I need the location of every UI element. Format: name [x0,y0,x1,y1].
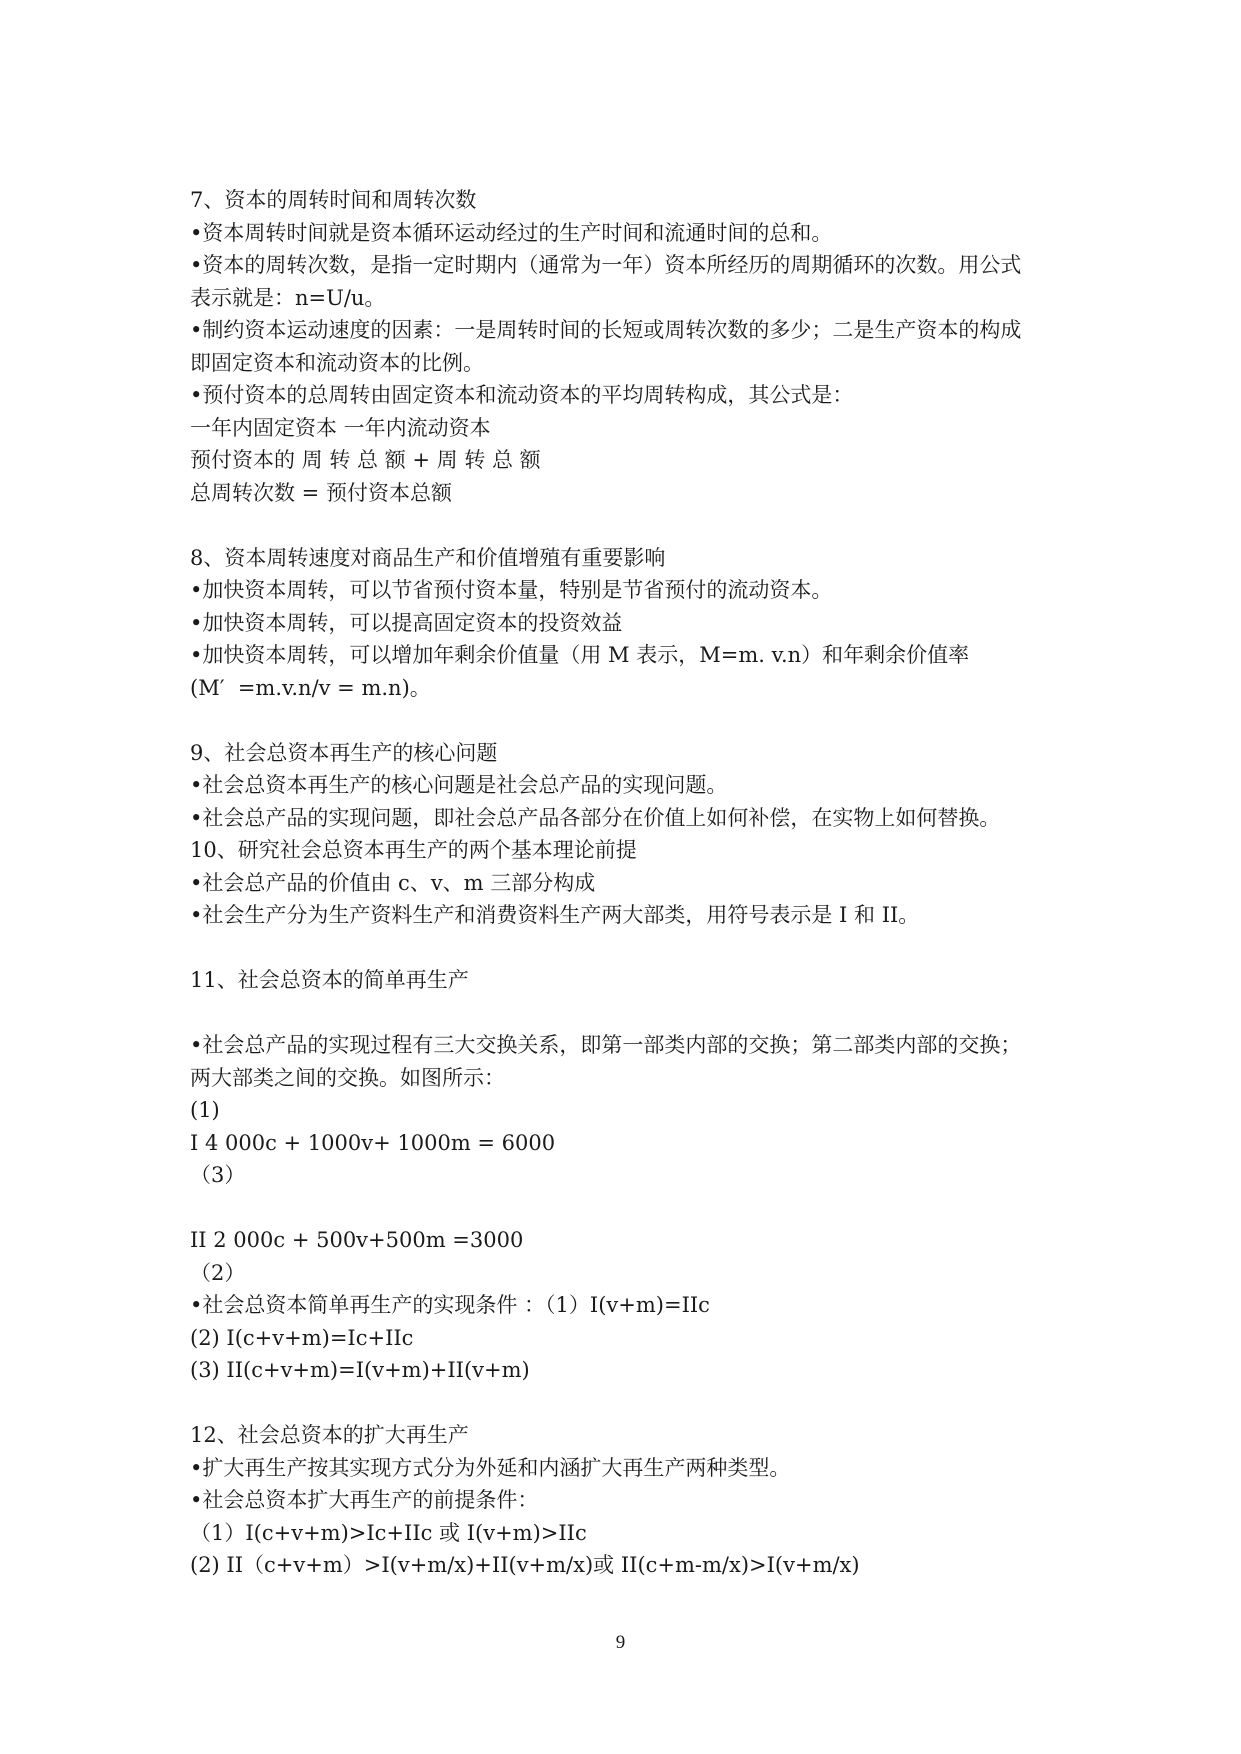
text-line: •资本周转时间就是资本循环运动经过的生产时间和流通时间的总和。 [190,220,833,245]
section-heading: 10、研究社会总资本再生产的两个基本理论前提 [190,838,637,862]
section-heading: 11、社会总资本的简单再生产 [190,968,469,992]
diagram-label: (1) [190,1098,220,1122]
text-line: •扩大再生产按其实现方式分为外延和内涵扩大再生产两种类型。 [190,1455,791,1480]
diagram-label: （3） [190,1163,246,1187]
text-line: 表示就是：n=U/u。 [190,285,386,310]
blank-line [190,509,1080,542]
text-line: •预付资本的总周转由固定资本和流动资本的平均周转构成，其公式是： [190,383,854,407]
blank-line [190,932,1080,965]
text-line: •社会总资本简单再生产的实现条件 ：（1）I(v+m)=IIc [190,1293,710,1317]
formula-line: (3) II(c+v+m)=I(v+m)+II(v+m) [190,1358,530,1382]
formula-line: I 4 000c + 1000v+ 1000m = 6000 [190,1130,556,1155]
formula-line: （1）I(c+v+m)>Ic+IIc 或 I(v+m)>IIc [190,1520,587,1545]
text-line: 两大部类之间的交换。如图所示： [190,1065,505,1090]
formula-line: (2) II（c+v+m）>I(v+m/x)+II(v+m/x)或 II(c+m-m/x)>I(v+m/x) [190,1553,860,1577]
section-heading: 8、资本周转速度对商品生产和价值增殖有重要影响 [190,545,666,570]
text-line: (M′ =m.v.n/v = m.n)。 [190,675,431,700]
text-line: •加快资本周转，可以增加年剩余价值量（用 M 表示，M=m. v.n）和年剩余价值率 [190,643,970,667]
section-heading: 12、社会总资本的扩大再生产 [190,1423,469,1447]
text-line: •社会总资本再生产的核心问题是社会总产品的实现问题。 [190,773,728,797]
page-number: 9 [615,1632,626,1653]
blank-line [190,997,1080,1030]
text-line: •加快资本周转，可以节省预付资本量，特别是节省预付的流动资本。 [190,578,833,602]
text-line: 7、资本的周转时间和周转次数 [190,188,477,212]
text-line: •社会总产品的价值由 c、v、m 三部分构成 [190,870,596,895]
text-line: •社会总资本扩大再生产的前提条件： [190,1488,539,1512]
blank-line [190,1192,1080,1225]
formula-line: 总周转次数 = 预付资本总额 [190,480,452,505]
formula-line: 预付资本的 周 转 总 额 + 周 转 总 额 [190,448,541,472]
section-heading: 9、社会总资本再生产的核心问题 [190,740,498,765]
diagram-label: （2） [190,1260,246,1285]
text-line: 即固定资本和流动资本的比例。 [190,350,484,375]
text-line: •社会总产品的实现过程有三大交换关系，即第一部类内部的交换；第二部类内部的交换； [190,1033,1022,1057]
text-line: •加快资本周转，可以提高固定资本的投资效益 [190,610,623,635]
text-line: •社会总产品的实现问题，即社会总产品各部分在价值上如何补偿，在实物上如何替换。 [190,805,1001,830]
formula-line: (2) I(c+v+m)=Ic+IIc [190,1325,414,1350]
formula-line: 一年内固定资本 一年内流动资本 [190,415,491,440]
page-content [190,184,1080,1582]
blank-line [190,704,1080,737]
formula-line: II 2 000c + 500v+500m =3000 [190,1228,524,1252]
text-line: •资本的周转次数，是指一定时期内（通常为一年）资本所经历的周期循环的次数。用公式 [190,253,1022,277]
text-line: •社会生产分为生产资料生产和消费资料生产两大部类，用符号表示是 I 和 II。 [190,903,920,927]
blank-line [190,1387,1080,1420]
text-line: •制约资本运动速度的因素：一是周转时间的长短或周转次数的多少；二是生产资本的构成 [190,318,1022,342]
